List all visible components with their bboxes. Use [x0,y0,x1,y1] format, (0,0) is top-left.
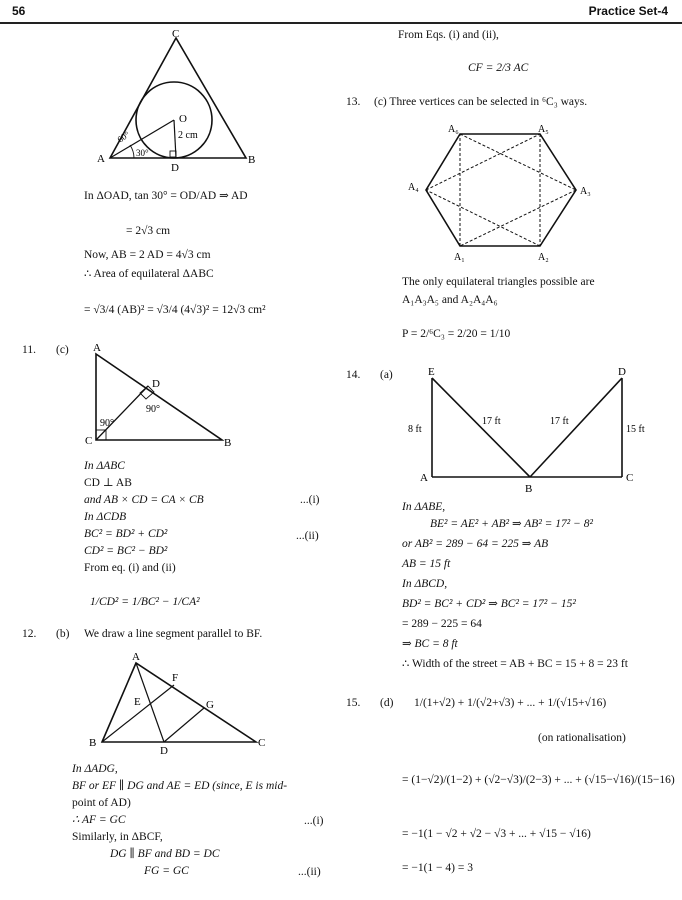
label-8ft: 8 ft [408,424,422,435]
figure-q11-right-triangle [84,340,244,455]
label-A3: A₃ [580,186,591,197]
label-D: D [618,366,626,378]
q11-tag-1: ...(i) [300,494,320,506]
label-A: A [93,342,101,354]
q11-answer: (c) [56,344,69,356]
label-30deg: 30° [136,148,149,158]
figure-q13-hexagon [404,118,614,268]
q13-line-2: A₁A₃A₅ and A₂A₄A₆ [402,294,498,306]
figure-q10-triangle-incircle [92,28,272,173]
q12-tag-2: ...(ii) [298,866,321,878]
label-C: C [258,737,266,749]
q15-answer: (d) [380,697,394,709]
label-B: B [224,437,232,449]
q10-line-1: In ΔOAD, tan 30° = OD/AD ⇒ AD [84,190,248,202]
label-A1: A₁ [454,252,465,263]
label-F: F [172,672,179,684]
q13-statement: (c) Three vertices can be selected in ⁶C₃ ways. [374,96,588,108]
q12-answer: (b) [56,628,70,640]
q14-line-5: In ΔBCD, [402,578,448,590]
q12-line-6: DG ∥ BF and BD = DC [110,848,220,860]
figure-q14-ladder [400,362,665,497]
q12-statement: We draw a line segment parallel to BF. [84,628,263,640]
label-A4: A₄ [408,182,419,193]
q11-line-6: CD² = BC² − BD² [84,545,168,557]
q11-line-7: From eq. (i) and (ii) [84,562,176,574]
q15-line-1: 1/(1+√2) + 1/(√2+√3) + ... + 1/(√15+√16) [414,697,607,709]
figure-q12-triangle [86,648,276,758]
page-number: 56 [12,4,26,18]
q15-line-5: = −1(1 − 4) = 3 [402,862,473,874]
q11-line-4: In ΔCDB [84,511,127,523]
label-C: C [172,28,180,40]
q13-number: 13. [346,96,361,108]
label-D: D [152,378,160,390]
q11-tag-2: ...(ii) [296,530,319,542]
q12-number: 12. [22,628,37,640]
label-B: B [89,737,97,749]
label-90deg-D: 90° [146,404,160,415]
q15-line-2: (on rationalisation) [538,732,626,744]
q15-number: 15. [346,697,361,709]
q10-line-2: = 2√3 cm [126,225,171,237]
q11-number: 11. [22,344,36,356]
q14-answer: (a) [380,369,393,381]
label-A5: A₅ [538,124,549,135]
label-A: A [420,472,428,484]
label-C: C [626,472,634,484]
label-15ft: 15 ft [626,424,645,435]
label-G: G [206,699,214,711]
label-B: B [248,154,256,166]
label-A2: A₂ [538,252,549,263]
q12c-line-1: From Eqs. (i) and (ii), [398,29,499,41]
label-60deg: 60° [115,129,132,145]
q12-line-1: In ΔADG, [72,763,118,775]
label-D: D [160,745,168,757]
q14-line-9: ∴ Width of the street = AB + BC = 15 + 8 = 23 ft [402,658,628,670]
q14-line-2: BE² = AE² + AB² ⇒ AB² = 17² − 8² [430,518,593,530]
label-17ft-left: 17 ft [482,416,501,427]
q13-line-3: P = 2/⁶C₃ = 2/20 = 1/10 [402,328,511,340]
q14-line-1: In ΔABE, [402,501,446,513]
q15-line-4: = −1(1 − √2 + √2 − √3 + ... + √15 − √16) [402,828,591,840]
q14-line-6: BD² = BC² + CD² ⇒ BC² = 17² − 15² [402,598,576,610]
q15-line-3: = (1−√2)/(1−2) + (√2−√3)/(2−3) + ... + (√15−√16)/(15−16) [402,774,675,786]
q12-line-4: ∴ AF = GC [72,814,126,826]
q11-line-2: CD ⊥ AB [84,477,132,489]
q12-line-5: Similarly, in ΔBCF, [72,831,163,843]
label-C: C [85,435,93,447]
q10-line-4: ∴ Area of equilateral ΔABC [84,268,214,280]
q12-line-2: BF or EF ∥ DG and AE = ED (since, E is mid- [72,780,288,792]
q10-line-3: Now, AB = 2 AD = 4√3 cm [84,249,211,261]
q11-line-8: 1/CD² = 1/BC² − 1/CA² [90,596,200,608]
label-D: D [171,162,179,173]
label-A: A [132,651,140,663]
q14-line-8: ⇒ BC = 8 ft [402,638,458,650]
q12-line-3: point of AD) [72,797,131,809]
q11-line-1: In ΔABC [84,460,125,472]
q13-line-1: The only equilateral triangles possible are [402,276,595,288]
label-90deg-C: 90° [100,418,114,429]
label-O: O [179,113,187,125]
q12-tag-1: ...(i) [304,815,324,827]
q14-line-4: AB = 15 ft [402,558,451,570]
label-17ft-right: 17 ft [550,416,569,427]
q14-line-3: or AB² = 289 − 64 = 225 ⇒ AB [402,538,549,550]
label-E: E [134,696,141,708]
label-E: E [428,366,435,378]
set-title: Practice Set-4 [588,4,668,18]
label-B: B [525,483,533,495]
label-2cm: 2 cm [178,130,198,141]
page-header [0,0,682,24]
q14-number: 14. [346,369,361,381]
q12-line-7: FG = GC [144,865,189,877]
q14-line-7: = 289 − 225 = 64 [402,618,482,630]
q12c-line-2: CF = 2/3 AC [468,62,529,74]
q10-line-5: = √3/4 (AB)² = √3/4 (4√3)² = 12√3 cm² [84,304,266,316]
q11-line-5: BC² = BD² + CD² [84,528,168,540]
label-A6: A₆ [448,124,459,135]
label-A: A [97,153,105,165]
q11-line-3: and AB × CD = CA × CB [84,494,204,506]
